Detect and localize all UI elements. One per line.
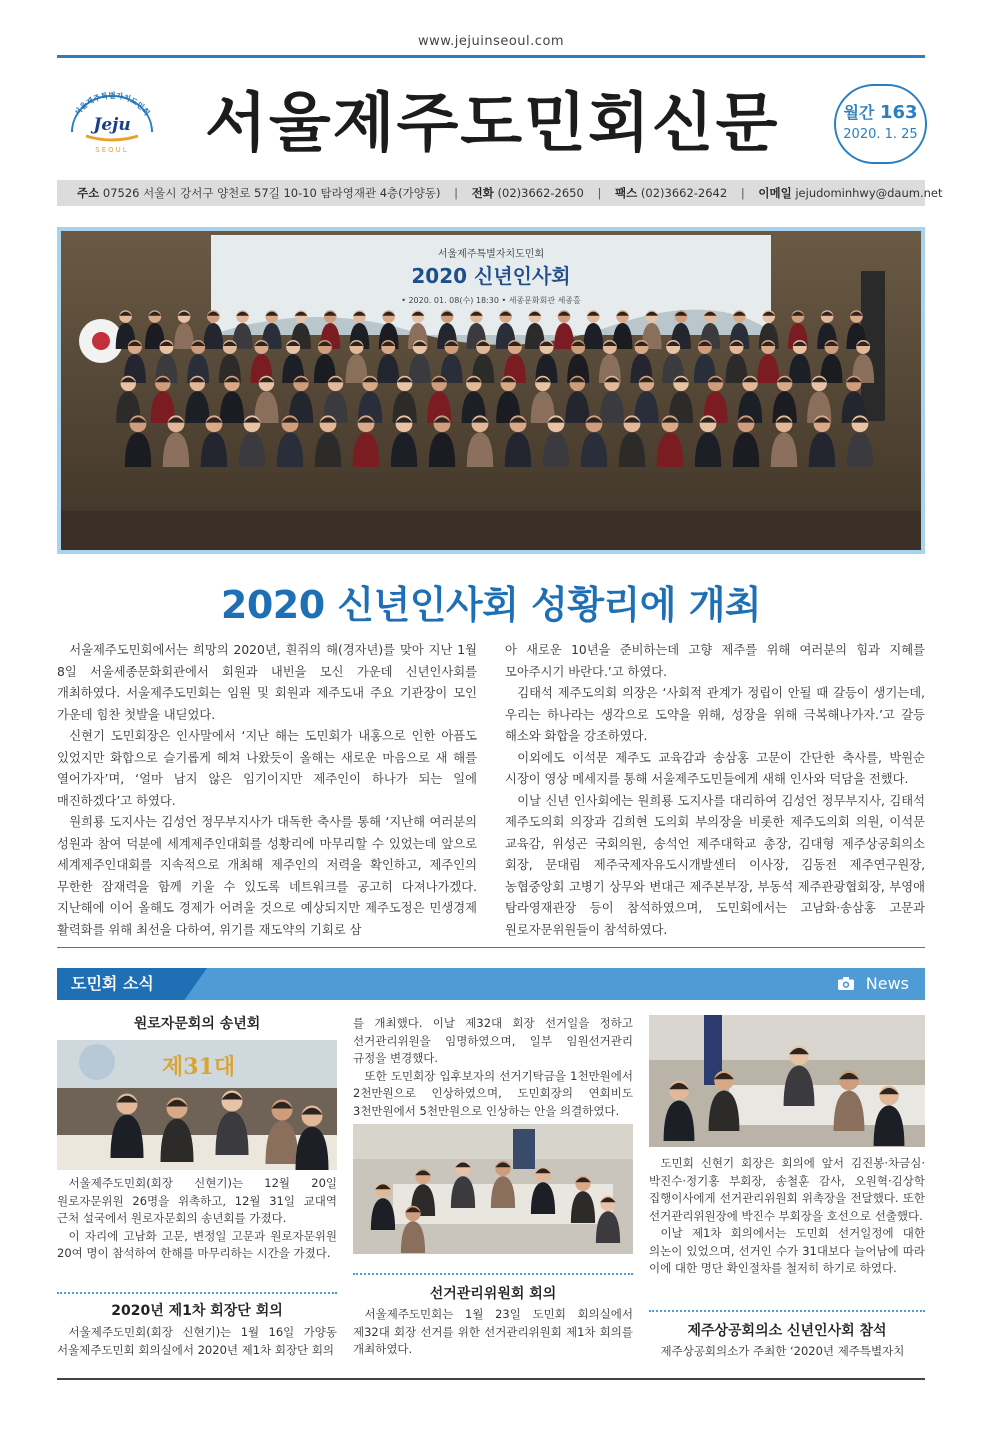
logo-ring-text: 서울제주특별자치도민회 bbox=[72, 91, 152, 118]
news-paragraph: 이 자리에 고남화 고문, 변정일 고문과 원로자문위원 20여 명이 참석하여 한해를 마무리하는 시간을 가졌다. bbox=[57, 1228, 337, 1260]
article-paragraph: 신현기 도민회장은 인사말에서 ‘지난 해는 도민회가 내홍으로 인한 아픔도 있었지만 화합으로 슬기롭게 헤쳐 나왔듯이 올해는 새로운 마음으로 새 해를 열어가자’며, ‘얼마 남지 않은 임기이지만 제주인이 하나가 되는 일에 매진하겠다’고 하였다. bbox=[57, 729, 477, 808]
address-label: 주소 bbox=[77, 186, 100, 200]
article-paragraph: 아 새로운 10년을 준비하는데 고향 제주를 위해 여러분의 힘과 지혜를 모아주시기 바란다.’고 하였다. bbox=[505, 643, 925, 679]
news-paragraph: 이날 제1차 회의에서는 도민회 선거일정에 대한 의논이 있었으며, 선거인 수가 31대보다 늘어남에 따라 이에 대한 명단 확인절차를 철저히 하기로 하였다. bbox=[649, 1226, 925, 1275]
email-value[interactable]: jejudominhwy@daum.net bbox=[795, 186, 943, 200]
election-meeting-photo bbox=[353, 1124, 633, 1254]
news-body-appointment bbox=[649, 1155, 925, 1278]
contact-bar: 주소 07526 서울시 강서구 양천로 57길 10-10 탐라영재관 4층(가양동) | 전화 (02)3662-2650 | 팩스 (02)3662-2642 | 이메일 jejudominhwy@daum.net bbox=[57, 180, 925, 206]
news-body-board bbox=[57, 1324, 337, 1359]
main-headline: 2020 신년인사회 성황리에 개최 bbox=[220, 583, 762, 627]
news-paragraph: 제주상공회의소가 주최한 ‘2020년 제주특별자치 bbox=[660, 1344, 905, 1358]
logo-text: Jeju bbox=[93, 115, 131, 135]
article-column-left bbox=[57, 640, 477, 941]
news-section-bar bbox=[57, 968, 925, 1000]
svg-text:서울제주특별자치도민회 bbox=[72, 90, 152, 117]
news-body-elders bbox=[57, 1175, 337, 1263]
dotted-divider bbox=[353, 1273, 633, 1275]
news-title-elders: 원로자문회의 송년회 bbox=[133, 1016, 261, 1032]
newspaper-masthead: 서울제주도민회신문 bbox=[205, 86, 780, 161]
jeju-logo bbox=[56, 84, 168, 158]
article-paragraph: 원희룡 도지사는 김성언 정무부지사가 대독한 축사를 통해 ‘지난해 여러분의 성원과 참여 덕분에 세계제주인대회를 성황리에 마무리할 수 있었는데 앞으로 세계제주인대회를 지속적으로 개최해 제주인의 저력을 확인하고, 제주인의 무한한 잠재력을 함께 키울 수 있도록 네트워크를 공고히 다져나가겠다. 지난해에 이어 올해도 경제가 어려울 것으로 예상되지만 제주도정은 민생경제 활력화를 위해 최선을 다하여, 위기를 재도약의 기회로 삼 bbox=[57, 815, 477, 937]
address-value: 07526 서울시 강서구 양천로 57길 10-10 탐라영재관 4층(가양동) bbox=[102, 186, 441, 200]
elders-banner-text: 제31대 bbox=[162, 1054, 236, 1080]
elders-photo bbox=[57, 1040, 337, 1170]
news-label bbox=[838, 968, 909, 1001]
bottom-rule bbox=[57, 1378, 925, 1380]
phone-label: 전화 bbox=[471, 186, 494, 200]
news-paragraph: 서울제주도민회(회장 신현기)는 12월 20일 원로자문위원 26명을 위촉하고, 12월 31일 교대역 근처 설국에서 원로자문회의 송년회를 가졌다. bbox=[57, 1176, 337, 1225]
main-article bbox=[57, 640, 925, 937]
news-body-chamber bbox=[649, 1343, 925, 1361]
banner-title: 2020 신년인사회 bbox=[411, 264, 571, 288]
news-paragraph: 를 개최했다. 이날 제32대 회장 선거일을 정하고 선거관리위원을 임명하였으며, 일부 임원선거관리 규정을 변경했다. bbox=[353, 1016, 633, 1065]
fax-value: (02)3662-2642 bbox=[640, 186, 728, 200]
issue-label: 월간 bbox=[843, 103, 875, 122]
banner-detail: • 2020. 01. 08(수) 18:30 • 세종문화회관 세종홀 bbox=[401, 296, 581, 305]
news-title-board: 2020년 제1차 회장단 회의 bbox=[111, 1303, 283, 1319]
logo-sub: SEOUL bbox=[95, 146, 129, 154]
news-paragraph: 서울제주도민회는 1월 23일 도민회 회의실에서 제32대 회장 선거를 위한 선거관리위원회 제1차 회의를 개최하였다. bbox=[353, 1307, 633, 1356]
phone-value: (02)3662-2650 bbox=[497, 186, 584, 200]
issue-badge bbox=[834, 84, 927, 164]
appointment-photo bbox=[649, 1015, 925, 1147]
website-url[interactable]: www.jejuinseoul.com bbox=[417, 34, 565, 49]
section-divider bbox=[57, 947, 925, 948]
news-body-board-cont bbox=[353, 1015, 633, 1120]
group-photo bbox=[57, 227, 925, 554]
email-label: 이메일 bbox=[758, 186, 792, 200]
dotted-divider bbox=[649, 1310, 925, 1312]
camera-icon bbox=[838, 969, 854, 1001]
issue-number: 163 bbox=[879, 102, 918, 123]
article-paragraph: 김태석 제주도의회 의장은 ‘사회적 관계가 정립이 안될 때 갈등이 생기는데, 우리는 하나라는 생각으로 도약을 위해, 성장을 위해 극복해나가자.’고 갈등 해소와 화합을 강조하였다. bbox=[505, 686, 925, 743]
fax-label: 팩스 bbox=[615, 186, 638, 200]
article-paragraph: 이외에도 이석문 제주도 교육감과 송삼홍 고문이 간단한 축사를, 박원순 시장이 영상 메세지를 통해 서울제주도민들에게 새해 인사와 덕담을 전했다. bbox=[505, 750, 925, 786]
issue-date: 2020. 1. 25 bbox=[843, 127, 918, 142]
news-title-election: 선거관리위원회 회의 bbox=[429, 1286, 557, 1302]
news-paragraph: 또한 도민회장 입후보자의 선거기탁금을 1천만원에서 2천만원으로 인상하였으며, 도민회장의 연회비도 3천만원에서 5천만원으로 인상하는 안을 의결하였다. bbox=[353, 1068, 633, 1118]
article-paragraph: 이날 신년 인사회에는 원희룡 도지사를 대리하여 김성언 정무부지사, 김태석 제주도의회 의장과 김희현 도의회 부의장을 비롯한 제주도의회 의원, 이석문 교육감, 위성곤 국회의원, 송석언 제주대학교 총장, 김대형 제주상공회의소 회장, 문대림 제주국제자유도시개발센터 이사장, 김동전 제주연구원장, 농협중앙회 고병기 상무와 변대근 제주본부장, 부동석 제주관광협회장, 부영애 탐라영재관장 등이 참석하였으며, 도민회에서는 고남화·송삼홍 고문과 원로자문위원들이 참석하였다. bbox=[505, 793, 925, 937]
article-column-right bbox=[505, 640, 925, 941]
dotted-divider bbox=[57, 1292, 337, 1294]
section-title: 도민회 소식 bbox=[71, 974, 154, 993]
article-paragraph: 서울제주도민회에서는 희망의 2020년, 흰쥐의 해(경자년)를 맞아 지난 1월 8일 서울세종문화회관에서 회원과 내빈을 모신 가운데 신년인사회를 개최하였다. 서울제주도민회는 임원 및 회원과 제주도내 주요 기관장이 모인 가운데 힘찬 첫발을 내딛었다. bbox=[57, 643, 477, 722]
top-rule bbox=[57, 55, 925, 58]
news-paragraph: 서울제주도민회(회장 신현기)는 1월 16일 가양동 서울제주도민회 회의실에서 2020년 제1차 회장단 회의 bbox=[57, 1325, 337, 1357]
banner-org: 서울제주특별자치도민회 bbox=[437, 249, 545, 260]
news-body-election bbox=[353, 1306, 633, 1359]
news-title-chamber: 제주상공회의소 신년인사회 참석 bbox=[687, 1323, 887, 1339]
group-photo-illustration bbox=[61, 231, 921, 550]
news-label-text: News bbox=[865, 974, 909, 993]
news-paragraph: 도민회 신현기 회장은 회의에 앞서 김진봉·차금심·박진수·정기홍 부회장, 송철훈 감사, 오원혁·김상학 집행이사에게 선거관리위원회 위촉장을 전달했다. 또한 선거관리위원장에 박진수 부회장을 호선으로 선출했다. bbox=[649, 1156, 925, 1223]
